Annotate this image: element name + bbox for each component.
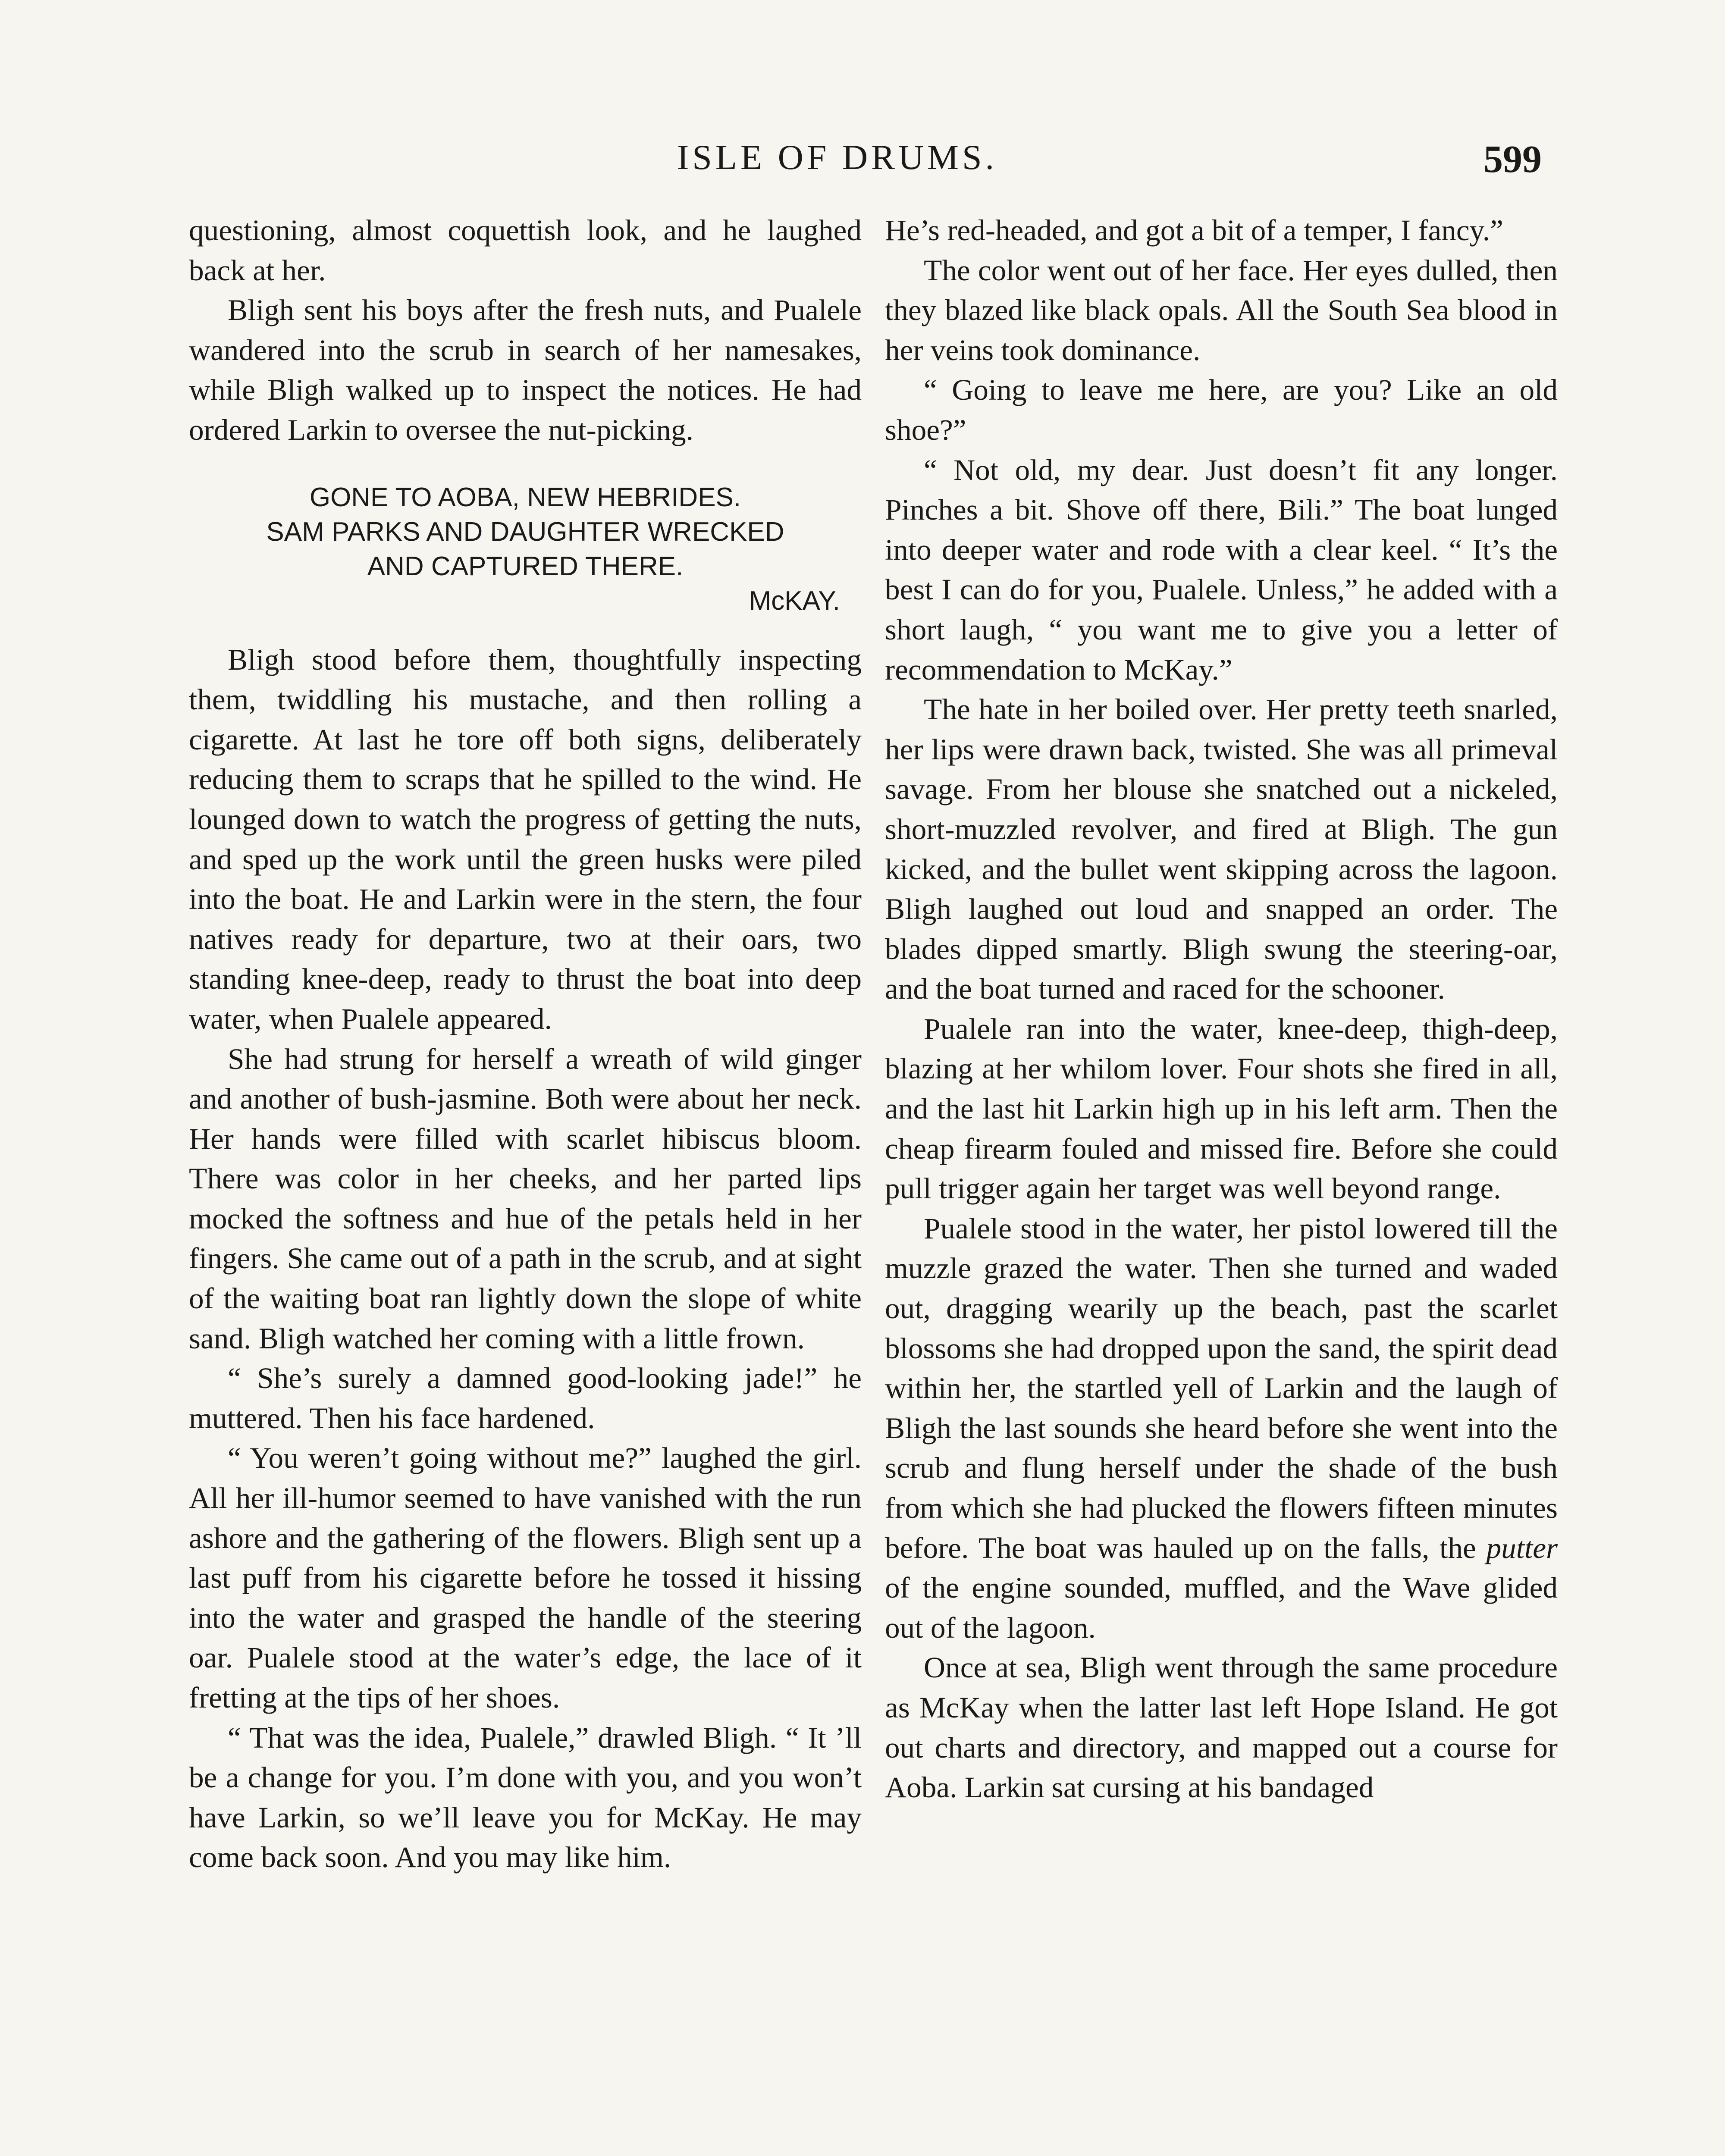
page-number: 599 [1484, 138, 1542, 181]
paragraph: The hate in her boiled over. Her pretty teeth snarled, her lips were drawn back, twisted. She was all primeval savage. From her blouse she snatched out a nickeled, short-muzzled revolver, and fired at Bligh. The gun kicked, and the bullet went skipping across the lagoon. Bligh laughed out loud and snapped an order. The blades dipped smartly. Bligh swung the steering-oar, and the boat turned and raced for the schooner. [885, 693, 1558, 1006]
notice-line: GONE TO AOBA, NEW HEBRIDES. [309, 482, 741, 512]
paragraph: “ You weren’t going without me?” laughed the girl. All her ill-humor seemed to have vanished with the run ashore and the gathering of the flowers. Bligh sent up a last puff from his cigarette before he tossed it hissing into the water and grasped the handle of the steering oar. Pualele stood at the water’s edge, the lace of it fretting at the tips of her shoes. [189, 1441, 862, 1714]
page-header [0, 137, 1725, 189]
paragraph: Pualele ran into the water, knee-deep, thigh-deep, blazing at her whilom lover. Four shots she fired in all, and the last hit Larkin high up in his left arm. Then the cheap firearm fouled and missed fire. Before she could pull trigger again her target was well beyond range. [885, 1012, 1558, 1205]
italic-word: putter [1486, 1531, 1558, 1564]
paragraph: The color went out of her face. Her eyes dulled, then they blazed like black opals. All the South Sea blood in her veins took dominance. [885, 253, 1558, 367]
paragraph: “ She’s surely a damned good-looking jade!” he muttered. Then his face hardened. [189, 1361, 862, 1435]
paragraph: Bligh stood before them, thoughtfully inspecting them, twiddling his mustache, and then rolling a cigarette. At last he tore off both signs, deliberately reducing them to scraps that he spilled to the wind. He lounged down to watch the progress of getting the nuts, and sped up the work until the green husks were piled into the boat. He and Larkin were in the stern, the four natives ready for departure, two at their oars, two standing knee-deep, ready to thrust the boat into deep water, when Pualele appeared. [189, 642, 862, 1035]
notice-line: SAM PARKS AND DAUGHTER WRECKED [266, 517, 784, 547]
running-title: ISLE OF DRUMS. [677, 138, 998, 177]
paragraph: Once at sea, Bligh went through the same procedure as McKay when the latter last left Hope Island. He got out charts and directory, and mapped out a course for Aoba. Larkin sat cursing at his bandaged [885, 1651, 1558, 1804]
paragraph: She had strung for herself a wreath of wild ginger and another of bush-jasmine. Both were about her neck. Her hands were filled with scarlet hibiscus bloom. There was color in her cheeks, and her parted lips mocked the softness and hue of the petals held in her fingers. She came out of a path in the scrub, and at sight of the waiting boat ran lightly down the slope of white sand. Bligh watched her coming with a little frown. [189, 1042, 862, 1355]
paragraph: Bligh sent his boys after the fresh nuts, and Pualele wandered into the scrub in search of her namesakes, while Bligh walked up to inspect the notices. He had ordered Larkin to oversee the nut-picking. [189, 293, 862, 446]
notice-block [189, 480, 862, 618]
paragraph-text: Pualele stood in the water, her pistol lowered till the muzzle grazed the water. Then she turned and waded out, dragging wearily up the beach, past the scarlet blossoms she had dropped upon the sand, the spirit dead within her, the startled yell of Larkin and the laugh of Bligh the last sounds she heard before she went into the scrub and flung herself under the shade of the bush from which she had plucked the flowers fifteen minutes before. The boat was hauled up on the falls, the [885, 1211, 1558, 1564]
notice-line: AND CAPTURED THERE. [367, 551, 684, 581]
paragraph: “ Going to leave me here, are you? Like an old shoe?” [885, 373, 1558, 446]
paragraph: “ Not old, my dear. Just doesn’t fit any longer. Pinches a bit. Shove off there, Bili.” The boat lunged into deeper water and rode with a clear keel. “ It’s the best I can do for you, Pualele. Unless,” he added with a short laugh, “ you want me to give you a letter of recommendation to McKay.” [885, 453, 1558, 686]
left-column [189, 210, 862, 1877]
paragraph: “ That was the idea, Pualele,” drawled Bligh. “ It ’ll be a change for you. I’m done with you, and you won’t have Larkin, so we’ll leave you for McKay. He may come back soon. And you may like him. [189, 1720, 862, 1874]
right-column [885, 210, 1558, 1808]
paragraph: questioning, almost coquettish look, and he laughed back at her. [189, 213, 862, 287]
paragraph: He’s red-headed, and got a bit of a temper, I fancy.” [885, 213, 1503, 247]
notice-signature: McKAY. [749, 586, 840, 616]
paragraph [885, 1209, 1558, 1648]
paragraph-text: of the engine sounded, muffled, and the Wave glided out of the lagoon. [885, 1571, 1558, 1644]
